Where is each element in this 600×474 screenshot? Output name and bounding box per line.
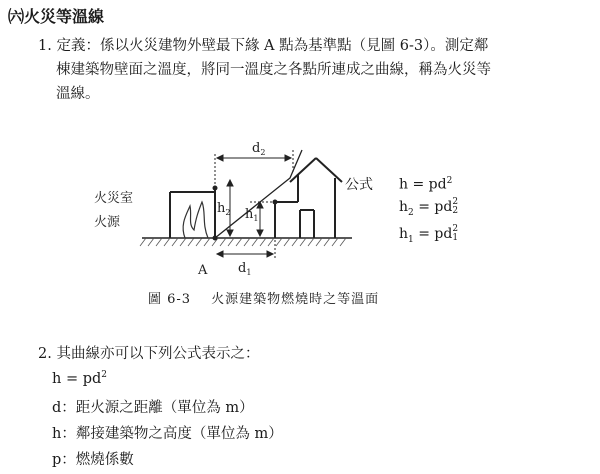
definition-line-3: 溫線。: [56, 86, 100, 102]
h1-label: $h_1$: [245, 207, 259, 223]
definition-line-2: 棟建築物壁面之溫度，將同一溫度之各點所連成之曲線，稱為火災等: [56, 62, 491, 78]
figure-caption: [148, 288, 379, 307]
figure-number: 圖 6-3: [148, 292, 192, 307]
section-2-formula: $h = pd^2$: [52, 370, 108, 387]
definition-item-p: p：燃燒係數: [52, 452, 134, 468]
fire-building: [170, 188, 215, 238]
formula-2: $h_2$ = pd 2 2: [399, 196, 459, 218]
definition-item-d: d：距火源之距離（單位為 m）: [52, 400, 254, 416]
wall-top-point: [213, 186, 218, 191]
section-heading: ㈥火災等溫線: [8, 7, 105, 26]
h2-label: $h_2$: [217, 201, 231, 217]
h1-point: [273, 200, 278, 205]
isotherm-curve: [215, 150, 302, 238]
ground-hatch: [140, 238, 346, 246]
adjacent-building: [275, 158, 342, 238]
d2-label: $d_2$: [252, 141, 266, 157]
definition-line-1: 係以火災建物外壁最下緣 A 點為基準點（見圖 6-3）。測定鄰: [99, 38, 489, 54]
d1-label: $d_1$: [238, 261, 252, 277]
flame-shape: [183, 202, 208, 238]
formula-box: [345, 170, 458, 251]
definition-label: 1. 定義：: [38, 38, 100, 54]
isotherm-diagram: [90, 140, 370, 290]
formula-1: $h = pd^2$: [399, 176, 453, 193]
fire-source-label: 火源: [94, 215, 121, 230]
fire-room-label: 火災室: [94, 191, 134, 206]
definition-item-h: h：鄰接建築物之高度（單位為 m）: [52, 426, 283, 442]
formula-label: 公式: [345, 176, 373, 193]
definition-paragraph: [38, 34, 590, 106]
point-a-label: A: [198, 263, 208, 278]
formula-3: $h_1$ = pd 2 1: [399, 224, 459, 246]
section-2-title: 2. 其曲線亦可以下列公式表示之：: [38, 346, 260, 362]
figure-title: 火源建築物燃燒時之等溫面: [211, 292, 380, 307]
